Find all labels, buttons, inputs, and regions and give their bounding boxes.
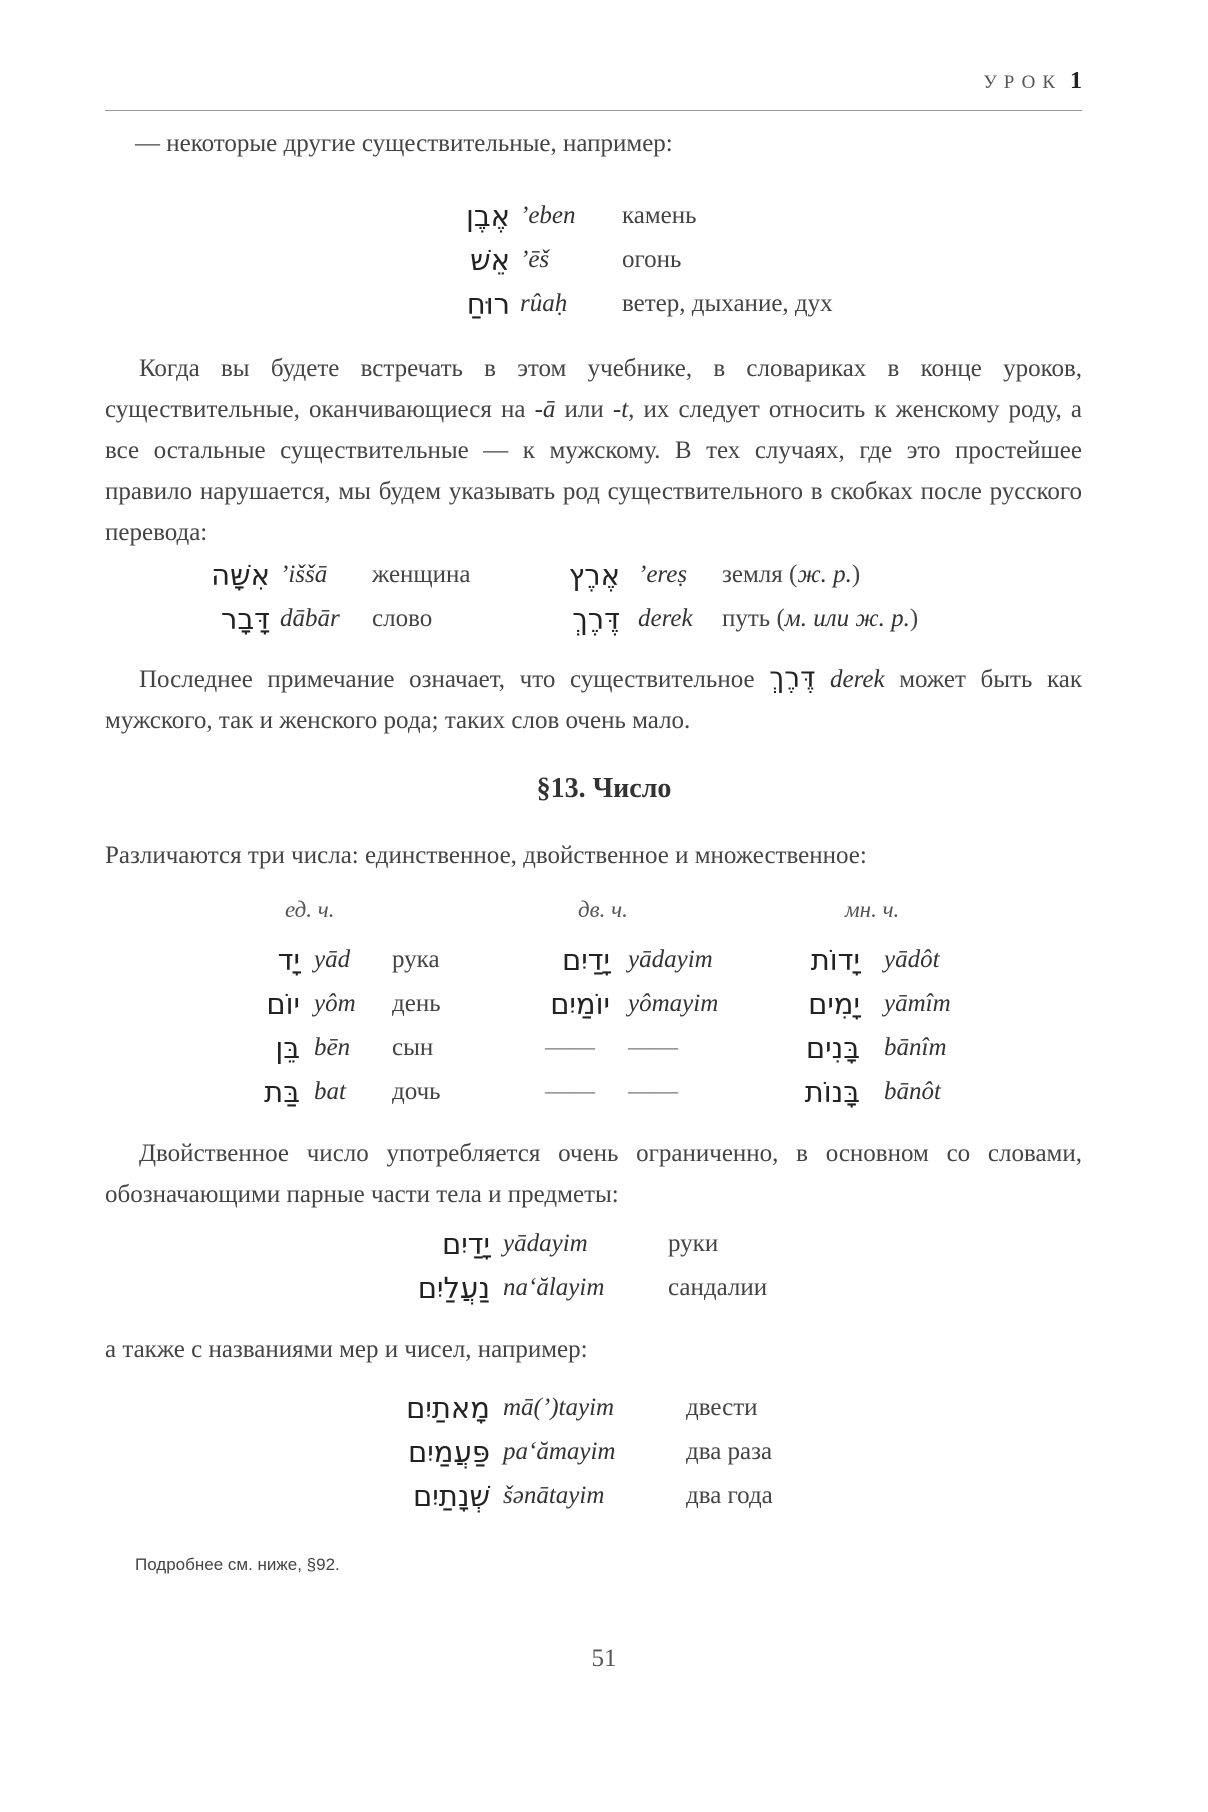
gloss: сын xyxy=(392,1034,434,1061)
transliteration: ’ēš xyxy=(520,246,550,273)
transliteration: ’eben xyxy=(520,202,576,229)
plural-transliteration: bānîm xyxy=(884,1034,947,1061)
transliteration: ’ereṣ xyxy=(638,561,688,588)
singular-hebrew: יוֹם xyxy=(266,987,300,1021)
dual-transliteration: yômayim xyxy=(628,990,719,1017)
gloss-with-gender: путь (м. или ж. р.) xyxy=(722,605,919,632)
hebrew-word: פַּעֲמַיִם xyxy=(408,1435,490,1469)
plural-hebrew: בָּנוֹת xyxy=(804,1075,860,1109)
plural-transliteration: yāmîm xyxy=(884,990,951,1017)
transliteration: pa‘ămayim xyxy=(503,1438,616,1465)
gloss: ветер, дыхание, дух xyxy=(622,290,833,317)
transliteration: na‘ălayim xyxy=(503,1274,605,1301)
example-row xyxy=(0,238,1208,282)
dual-missing: —— xyxy=(545,1034,595,1061)
example-row xyxy=(0,194,1208,238)
hebrew-word: מָאתַיִם xyxy=(406,1391,490,1425)
transliteration: yādayim xyxy=(503,1230,588,1257)
page-number: 51 xyxy=(591,1645,617,1672)
text-run: Когда вы будете встречать в этом учебнике, в словариках в конце уроков, существительные, оканчивающиеся на xyxy=(105,355,1082,423)
example-row xyxy=(0,282,1208,326)
singular-hebrew: בַּת xyxy=(264,1075,300,1109)
hebrew-word: אֶרֶץ xyxy=(568,558,620,592)
gender-note: ж. р. xyxy=(797,561,852,588)
text-run: может быть как мужского, так и женского рода; таких слов очень мало. xyxy=(105,666,1083,734)
singular-hebrew: יָד xyxy=(277,943,300,977)
transliteration: šənātayim xyxy=(503,1482,605,1509)
gloss: путь xyxy=(722,605,771,632)
footnote: Подробнее см. ниже, §92. xyxy=(135,1555,340,1574)
gloss: дочь xyxy=(392,1078,441,1105)
dual-transliteration: yādayim xyxy=(628,946,713,973)
gloss: земля xyxy=(722,561,783,588)
hebrew-word: נַעֲלַיִם xyxy=(417,1271,490,1305)
text-run: , их следует относить к женскому роду, а все остальные существительные — к мужскому. В тех случаях, где это простейшее правило нарушается, мы будем указывать род существительного в скобках после русского перевода: xyxy=(105,396,1082,546)
plural-transliteration: bānôt xyxy=(884,1078,941,1105)
plural-hebrew: יָדוֹת xyxy=(810,943,860,977)
paragraph-note xyxy=(105,657,1082,741)
number-intro: Различаются три числа: единственное, двойственное и множественное: xyxy=(105,842,867,869)
measures-line: а также с названиями мер и чисел, например: xyxy=(105,1336,588,1363)
hebrew-word: דֶּרֶךְ xyxy=(572,602,620,636)
suffix-a: -ā xyxy=(534,396,556,423)
gender-note: м. или ж. р. xyxy=(784,605,910,632)
hebrew-word: דֶּרֶךְ xyxy=(769,661,816,694)
hebrew-word: רוּחַ xyxy=(466,287,510,321)
hebrew-word: שְׁנָתַיִם xyxy=(413,1479,490,1513)
plural-hebrew: בָּנִים xyxy=(805,1031,860,1065)
suffix-t: -t xyxy=(612,396,629,423)
hebrew-word: אִשָּׁה xyxy=(211,558,270,592)
gloss: руки xyxy=(668,1230,719,1257)
gloss: слово xyxy=(372,605,433,632)
gloss: два года xyxy=(686,1482,773,1509)
running-head-label: УРОК xyxy=(983,72,1062,93)
intro-line: — некоторые другие существительные, например: xyxy=(135,130,673,157)
column-header-singular: ед. ч. xyxy=(285,897,335,922)
transliteration: dābār xyxy=(280,605,340,632)
table-row xyxy=(0,1026,1208,1070)
example-row xyxy=(0,597,1208,641)
transliteration: mā(’)tayim xyxy=(503,1394,615,1421)
dual-missing: —— xyxy=(628,1078,678,1105)
gloss: рука xyxy=(392,946,440,973)
dual-missing: —— xyxy=(628,1034,678,1061)
gloss: женщина xyxy=(372,561,471,588)
transliteration: rûaḥ xyxy=(520,290,568,317)
hebrew-word: אֵשׁ xyxy=(470,243,510,277)
hebrew-word: דָּבָר xyxy=(221,602,270,636)
dual-missing: —— xyxy=(545,1078,595,1105)
paragraph-gender xyxy=(105,348,1082,553)
text-run: или xyxy=(555,396,613,423)
example-row xyxy=(0,1386,1208,1430)
hebrew-word: אֶבֶן xyxy=(465,199,510,233)
singular-transliteration: bat xyxy=(314,1078,346,1105)
gloss: камень xyxy=(622,202,697,229)
paragraph-dual: Двойственное число употребляется очень ограниченно, в основном со словами, обозначающими парные части тела и предметы: xyxy=(105,1140,1082,1208)
singular-hebrew: בֵּן xyxy=(275,1031,300,1065)
gloss: двести xyxy=(686,1394,758,1421)
gloss: день xyxy=(392,990,441,1017)
plural-hebrew: יָמִים xyxy=(808,987,860,1021)
running-head-number: 1 xyxy=(1070,68,1082,94)
table-row xyxy=(0,982,1208,1026)
singular-transliteration: yād xyxy=(314,946,351,973)
transliteration: derek xyxy=(638,605,693,632)
example-row xyxy=(0,1430,1208,1474)
running-head xyxy=(105,68,1082,111)
text-run: Последнее примечание означает, что существительное xyxy=(139,666,770,693)
singular-transliteration: yôm xyxy=(314,990,356,1017)
singular-transliteration: bēn xyxy=(314,1034,351,1061)
table-row xyxy=(0,938,1208,982)
example-row xyxy=(0,1222,1208,1266)
gloss: огонь xyxy=(622,246,682,273)
example-row xyxy=(0,1474,1208,1518)
dual-hebrew: יָדַיִם xyxy=(561,943,610,977)
example-row xyxy=(0,1266,1208,1310)
section-title: §13. Число xyxy=(536,773,672,804)
gloss-with-gender: земля (ж. р.) xyxy=(722,561,861,588)
example-row xyxy=(0,553,1208,597)
column-header-plural: мн. ч. xyxy=(845,897,900,922)
dual-hebrew: יוֹמַיִם xyxy=(550,987,610,1021)
column-header-dual: дв. ч. xyxy=(578,897,628,922)
table-row xyxy=(0,1070,1208,1114)
gloss: два раза xyxy=(686,1438,773,1465)
hebrew-word: יָדַיִם xyxy=(441,1227,490,1261)
transliteration: ’iššā xyxy=(280,561,328,588)
transliteration: derek xyxy=(830,666,885,693)
gloss: сандалии xyxy=(668,1274,768,1301)
plural-transliteration: yādôt xyxy=(884,946,940,973)
